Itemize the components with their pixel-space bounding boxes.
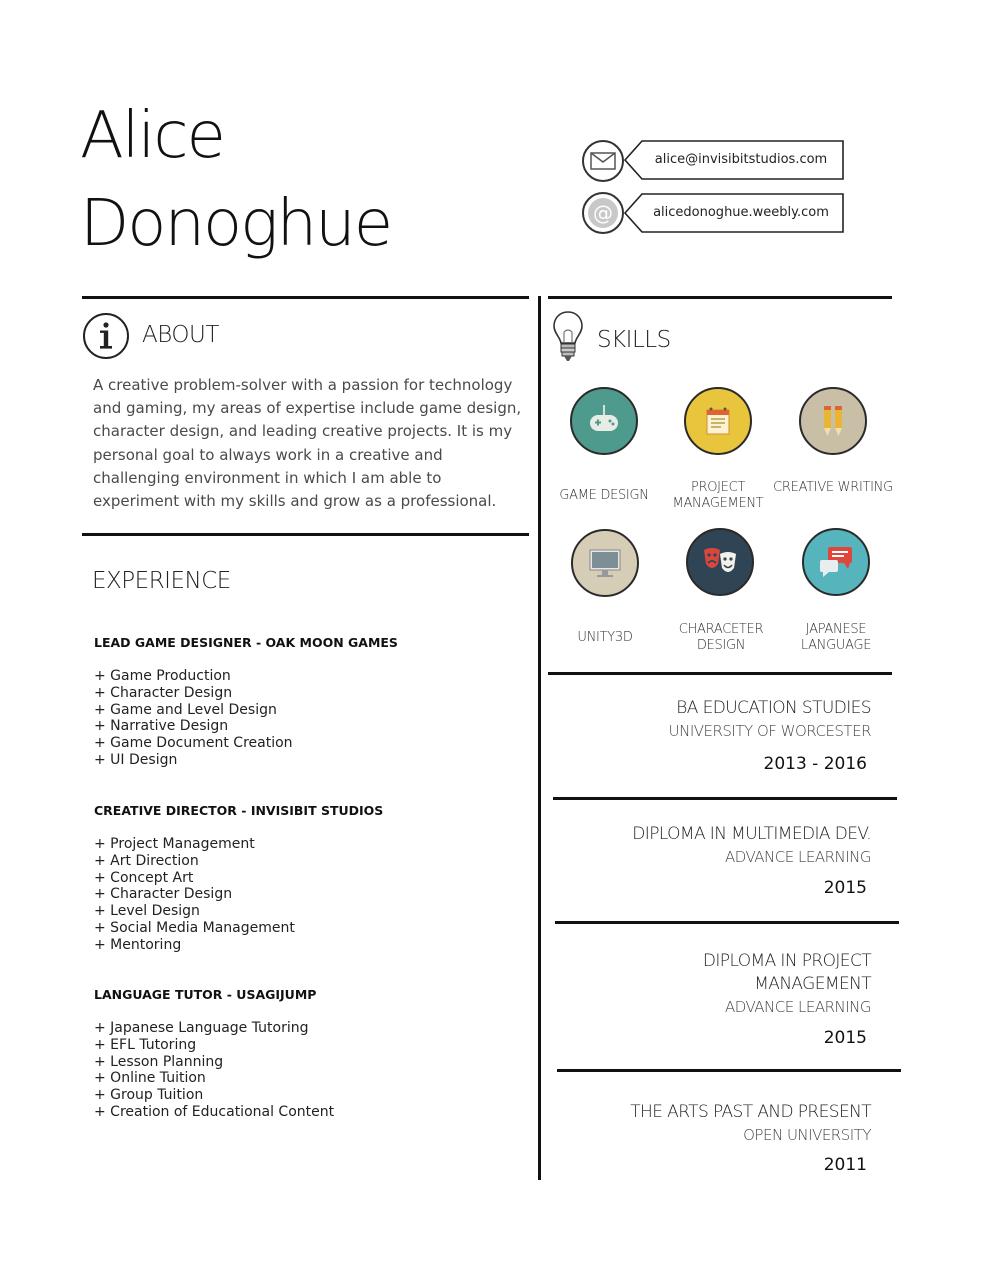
list-item: + Character Design bbox=[94, 684, 233, 701]
skill-label: PROJECT MANAGEMENT bbox=[672, 480, 764, 511]
last-name: Donoghue bbox=[80, 187, 392, 261]
website-link[interactable]: alicedonoghue.weebly.com bbox=[653, 205, 829, 220]
at-sign-icon bbox=[582, 192, 624, 234]
institution: UNIVERSITY OF WORCESTER bbox=[668, 722, 871, 740]
list-item: + Social Media Management bbox=[94, 919, 295, 936]
degree: THE ARTS PAST AND PRESENT bbox=[630, 1102, 871, 1122]
list-item: + Game Production bbox=[94, 668, 231, 684]
email-tag[interactable] bbox=[624, 140, 844, 180]
list-item: + Lesson Planning bbox=[94, 1053, 224, 1070]
list-item: + Online Tuition bbox=[94, 1070, 206, 1087]
list-item: + Game Document Creation bbox=[94, 735, 293, 752]
list-item: + Creation of Educational Content bbox=[94, 1103, 335, 1120]
skill-label: UNITY3D bbox=[577, 630, 633, 645]
education-entry bbox=[551, 697, 871, 774]
year: 2013 - 2016 bbox=[763, 754, 867, 774]
institution: ADVANCE LEARNING bbox=[724, 998, 871, 1016]
list-item: + UI Design bbox=[94, 751, 178, 768]
gamepad-icon bbox=[570, 387, 638, 455]
education-entry bbox=[551, 823, 871, 898]
skills-title: SKILLS bbox=[597, 327, 671, 353]
job-duties-list bbox=[94, 668, 293, 769]
job-title: LANGUAGE TUTOR - USAGIJUMP bbox=[94, 987, 317, 1002]
divider bbox=[82, 533, 529, 536]
divider bbox=[548, 672, 892, 675]
monitor-icon bbox=[571, 529, 639, 597]
list-item: + Game and Level Design bbox=[94, 701, 277, 718]
clipboard-icon bbox=[684, 387, 752, 455]
list-item: + Character Design bbox=[94, 886, 233, 903]
list-item: + Concept Art bbox=[94, 869, 194, 886]
institution: OPEN UNIVERSITY bbox=[743, 1126, 871, 1144]
list-item: + Art Direction bbox=[94, 852, 199, 869]
first-name: Alice bbox=[80, 99, 224, 173]
website-tag[interactable] bbox=[624, 193, 844, 233]
info-icon bbox=[82, 312, 130, 360]
degree: BA EDUCATION STUDIES bbox=[676, 698, 871, 718]
list-item: + Narrative Design bbox=[94, 718, 229, 735]
year: 2015 bbox=[823, 1028, 867, 1048]
list-item: + Group Tuition bbox=[94, 1087, 204, 1104]
experience-title: EXPERIENCE bbox=[92, 568, 231, 594]
speech-bubbles-icon bbox=[802, 528, 870, 596]
list-item: + Project Management bbox=[94, 836, 255, 852]
divider bbox=[557, 1069, 901, 1072]
job-title: CREATIVE DIRECTOR - INVISIBIT STUDIOS bbox=[94, 803, 384, 818]
list-item: + Level Design bbox=[94, 903, 200, 920]
lightbulb-icon bbox=[552, 310, 584, 364]
skill-label: JAPANESE LANGUAGE bbox=[800, 622, 872, 653]
divider bbox=[555, 921, 899, 924]
institution: ADVANCE LEARNING bbox=[724, 848, 871, 866]
education-entry bbox=[551, 1101, 871, 1175]
divider bbox=[553, 797, 897, 800]
skill-label: CREATIVE WRITING bbox=[773, 480, 893, 495]
list-item: + EFL Tutoring bbox=[94, 1036, 197, 1053]
skill-label: GAME DESIGN bbox=[559, 488, 649, 503]
list-item: + Mentoring bbox=[94, 936, 182, 953]
year: 2015 bbox=[823, 878, 867, 898]
pencils-icon bbox=[799, 387, 867, 455]
email-link[interactable]: alice@invisibitstudios.com bbox=[654, 152, 828, 167]
envelope-icon bbox=[582, 140, 624, 182]
degree: DIPLOMA IN PROJECT MANAGEMENT bbox=[702, 951, 871, 994]
svg-text:@: @ bbox=[593, 201, 613, 225]
year: 2011 bbox=[823, 1155, 867, 1175]
column-divider bbox=[538, 296, 541, 1180]
job-title: LEAD GAME DESIGNER - OAK MOON GAMES bbox=[94, 635, 398, 650]
skill-label: CHARACETER DESIGN bbox=[678, 622, 764, 653]
theatre-masks-icon bbox=[686, 528, 754, 596]
divider bbox=[548, 296, 892, 299]
about-text: A creative problem-solver with a passion for technology and gaming, my areas of expertise include game design, character design, and leading creative projects. It is my personal goal to always work in a creative and challenging environment in which I am able to experiment with my skills and grow as a professional. bbox=[93, 376, 522, 511]
job-duties-list bbox=[94, 1020, 334, 1121]
degree: DIPLOMA IN MULTIMEDIA DEV. bbox=[632, 824, 871, 844]
about-title: ABOUT bbox=[142, 322, 219, 348]
education-entry bbox=[701, 950, 871, 1048]
divider bbox=[82, 296, 529, 299]
list-item: + Japanese Language Tutoring bbox=[94, 1020, 309, 1036]
job-duties-list bbox=[94, 836, 295, 954]
